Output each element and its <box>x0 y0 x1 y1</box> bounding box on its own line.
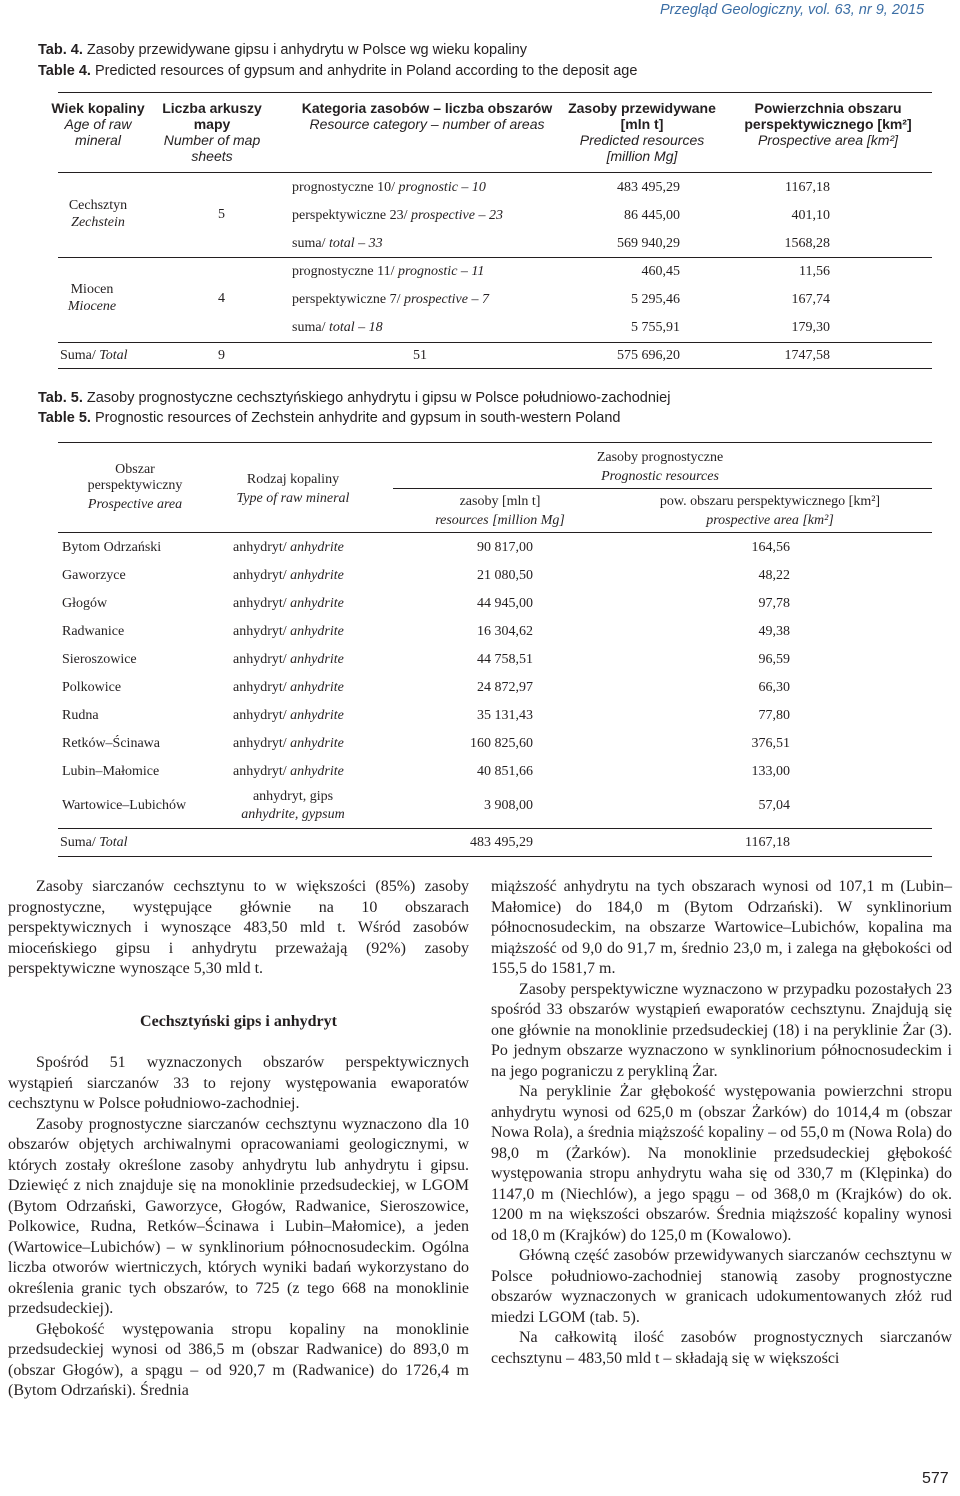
t5-header-group-en: Prognostic resources <box>601 469 719 484</box>
t5-row-area: Rudna <box>62 708 99 723</box>
t4-g1-row1-resources: 483 495,29 <box>617 180 680 195</box>
cat-pl: prognostyczne <box>292 180 374 195</box>
section-title: Cechsztyński gips i anhydryt <box>140 1013 337 1030</box>
t4-header-category <box>282 100 572 132</box>
type-en: anhydrite <box>290 652 344 667</box>
table4-top-rule <box>58 92 932 93</box>
t5-row-resources: 44 758,51 <box>477 652 533 667</box>
table4-bottom-rule <box>58 368 932 369</box>
table5-label-en: Table 5. <box>38 410 91 426</box>
table5-total-rule <box>58 828 932 829</box>
t5-row-type: anhydryt/ anhydrite <box>233 764 344 779</box>
table4-caption-pl <box>38 41 527 60</box>
t5-header-area <box>60 462 210 513</box>
table4-label-en: Table 4. <box>38 63 91 79</box>
t5-header-resources <box>410 494 590 529</box>
cat-pl: perspektywiczne <box>292 292 387 307</box>
t5-row-resources: 24 872,97 <box>477 680 533 695</box>
t5-row-resources: 90 817,00 <box>477 540 533 555</box>
t4-g1-row1-area: 1167,18 <box>785 180 830 195</box>
table4-header-rule <box>58 172 932 173</box>
t5-total-sqkm: 1167,18 <box>745 835 790 850</box>
total-en: Total <box>99 348 128 363</box>
t4-group2-age-pl: Miocen <box>70 282 114 297</box>
t4-group1-age-en: Zechstein <box>71 215 125 230</box>
table4-group-rule <box>58 257 932 258</box>
t4-header-area-en: Prospective area [km²] <box>757 132 899 148</box>
t5-row-sqkm: 66,30 <box>758 680 790 695</box>
t5-row-area: Głogów <box>62 596 108 611</box>
t5-row-area: Sieroszowice <box>62 652 137 667</box>
right-paragraph-3: Na peryklinie Żar głębokość występowania powierzchni stropu anhydrytu wynosi od 625,0 m (obszar Żarków) do 1014,4 m (obszar Nowa Rola), a średnia miąższość kopaliny – od 55,0 m (Nowa Rola) do 98,0 m (Żarków). Na monoklinie przedsudeckiej głębokość występowania stropu anhydrytu waha się od 330,7 m (Klępinka) do 1147,0 m (Niechlów), a jego spągu – od 368,0 m (Krajków) do ok. 1200 m na większości obszarów. Średnia miąższość kopaliny wynosi od 18,0 m (Krajków) do 125,0 m (Kowalowo). <box>491 1083 952 1244</box>
t5-row-area: Retków–Ścinawa <box>62 736 160 751</box>
t4-header-age-pl: Wiek kopaliny <box>51 100 145 116</box>
type-en: anhydrite <box>290 736 344 751</box>
table4-label-pl: Tab. 4. <box>38 42 83 58</box>
t4-g2-row1-resources: 460,45 <box>641 264 680 279</box>
journal-header: Przegląd Geologiczny, vol. 63, nr 9, 2015 <box>660 2 925 18</box>
t4-group2-age-en: Miocene <box>67 299 117 314</box>
t5-row-sqkm: 376,51 <box>751 736 790 751</box>
cat-pl: suma <box>292 320 322 335</box>
table5-bottom-rule <box>58 856 932 857</box>
t5-last-sqkm: 57,04 <box>758 798 790 813</box>
t5-header-area-pl: Obszar perspektywiczny <box>87 462 183 493</box>
t5-header-sqkm-pl: pow. obszaru perspektywicznego [km²] <box>659 494 881 509</box>
t5-header-area-en: Prospective area <box>87 497 183 512</box>
t4-g2-row1-category: prognostyczne 11/ prognostic – 11 <box>292 264 485 279</box>
cat-en: prognostic <box>398 180 458 195</box>
t4-g2-row2-category: perspektywiczne 7/ prospective – 7 <box>292 292 489 307</box>
t4-header-resources-en: Predicted resources [million Mg] <box>579 132 705 164</box>
t5-header-sqkm <box>620 494 920 529</box>
type-en: anhydrite <box>290 708 344 723</box>
t4-group1-age-pl: Cechsztyn <box>68 198 128 213</box>
table5-title-en: Prognostic resources of Zechstein anhydrite and gypsum in south-western Poland <box>94 410 621 426</box>
t4-total-areas: 51 <box>413 348 427 363</box>
left-paragraph-2: Spośród 51 wyznaczonych obszarów perspektywicznych wystąpień siarczanów 33 to rejony występowania ewaporatów cechsztynu w Polsce południowo-zachodniej. <box>8 1054 469 1112</box>
table5-caption-pl <box>38 389 670 408</box>
t5-row-type: anhydryt/ anhydrite <box>233 568 344 583</box>
t5-row-area: Lubin–Małomice <box>62 764 160 779</box>
num-pl: 10 <box>377 180 392 195</box>
t5-row-resources: 160 825,60 <box>470 736 533 751</box>
t4-g1-row1-category: prognostyczne 10/ prognostic – 10 <box>292 180 486 195</box>
t5-row-sqkm: 97,78 <box>758 596 790 611</box>
t5-row-sqkm: 48,22 <box>758 568 790 583</box>
type-en: anhydrite <box>290 624 344 639</box>
t4-g1-row3-category: suma/ total – 33 <box>292 236 383 251</box>
type-en: anhydrite <box>290 764 344 779</box>
t4-g1-row2-resources: 86 445,00 <box>624 208 680 223</box>
t5-row-type: anhydryt/ anhydrite <box>233 624 344 639</box>
t4-g1-row2-area: 401,10 <box>791 208 830 223</box>
t4-g2-row1-area: 11,56 <box>799 264 830 279</box>
type-pl: anhydryt <box>233 736 283 751</box>
t5-row-area: Polkowice <box>62 680 122 695</box>
table4-title-en: Predicted resources of gypsum and anhydrite in Poland according to the deposit age <box>94 63 638 79</box>
t5-header-res-pl: zasoby [mln t] <box>459 494 541 509</box>
cat-pl: suma <box>292 236 322 251</box>
t4-g2-row2-area: 167,74 <box>791 292 830 307</box>
t5-last-type-en: anhydrite, gypsum <box>241 807 345 822</box>
t5-last-type-pl: anhydryt, gips <box>252 789 334 804</box>
table4-total-rule <box>58 342 932 343</box>
t4-header-age-en: Age of raw mineral <box>64 116 132 148</box>
table5-header-rule <box>58 532 932 533</box>
type-en: anhydrite <box>290 596 344 611</box>
t5-row-sqkm: 133,00 <box>751 764 790 779</box>
t4-group2-sheets: 4 <box>218 291 225 306</box>
page-number: 577 <box>922 1470 949 1487</box>
t5-last-res: 3 908,00 <box>484 798 533 813</box>
t5-row-type: anhydryt/ anhydrite <box>233 680 344 695</box>
t5-header-type <box>218 472 368 507</box>
t5-row-area: Radwanice <box>62 624 125 639</box>
cat-en: prognostic <box>398 264 458 279</box>
num-pl: 7 <box>389 292 397 307</box>
num-en: 23 <box>488 208 503 223</box>
t5-header-sqkm-en: prospective area [km²] <box>706 513 834 528</box>
cat-en: prospective <box>403 292 468 307</box>
total-pl: Suma <box>60 835 92 850</box>
right-paragraph-2: Zasoby perspektywiczne wyznaczono w przypadku pozostałych 23 spośród 33 obszarów wystąpień ewaporatów cechsztynu. Znajdują się one głównie na monoklinie przedsudeckiej (18) i na peryklinie Żar (3). Po jednym obszarze wyznaczono w synklinorium północnosudeckim i na jego pograniczu z perykliną Żar. <box>491 980 952 1080</box>
t4-header-sheets-pl: Liczba arkuszy mapy <box>162 100 262 132</box>
t5-row-type: anhydryt/ anhydrite <box>233 736 344 751</box>
type-pl: anhydryt <box>233 708 283 723</box>
t5-total-res: 483 495,29 <box>470 835 533 850</box>
right-column <box>491 877 952 1369</box>
right-paragraph-4: Główną część zasobów przewidywanych siarczanów cechsztynu w Polsce południowo-zachodniej stanowią zasoby prognostyczne obszarów wyznaczonych w granicach udokumentowanych złóż rud miedzi LGOM (tab. 5). <box>491 1247 952 1326</box>
t4-g1-row3-resources: 569 940,29 <box>617 236 680 251</box>
left-column-top <box>8 877 469 980</box>
table5-top-rule <box>58 442 932 443</box>
t5-row-type: anhydryt/ anhydrite <box>233 596 344 611</box>
t5-header-type-en: Type of raw mineral <box>236 491 350 506</box>
t4-group1-sheets: 5 <box>218 207 225 222</box>
num-pl: 11 <box>377 264 391 279</box>
t4-g2-row3-resources: 5 755,91 <box>631 320 680 335</box>
type-en: anhydrite <box>290 680 344 695</box>
left-column-bottom <box>8 1053 469 1402</box>
t5-total-label: Suma/ Total <box>60 835 128 850</box>
t5-row-type: anhydryt/ anhydrite <box>233 652 344 667</box>
type-pl: anhydryt <box>233 596 283 611</box>
t4-header-category-en: Resource category – number of areas <box>309 116 545 132</box>
t4-header-resources-pl: Zasoby przewidywane [mln t] <box>568 100 716 132</box>
t5-row-sqkm: 164,56 <box>751 540 790 555</box>
type-pl: anhydryt <box>233 540 283 555</box>
t4-header-resources <box>562 100 722 164</box>
type-pl: anhydryt <box>233 680 283 695</box>
t5-row-resources: 44 945,00 <box>477 596 533 611</box>
num-en: 7 <box>481 292 489 307</box>
t4-g2-row2-resources: 5 295,46 <box>631 292 680 307</box>
cat-en: prospective <box>410 208 475 223</box>
t5-row-resources: 40 851,66 <box>477 764 533 779</box>
type-pl: anhydryt <box>233 764 283 779</box>
num-en: 10 <box>471 180 486 195</box>
t4-header-area-pl: Powierzchnia obszaru perspektywicznego [km²] <box>744 100 912 132</box>
t4-total-sheets: 9 <box>218 348 225 363</box>
t4-total-label: Suma/ Total <box>60 348 128 363</box>
t5-row-area: Bytom Odrzański <box>62 540 162 555</box>
t4-g2-row3-category: suma/ total – 18 <box>292 320 383 335</box>
right-paragraph-5: Na całkowitą ilość zasobów prognostycznych siarczanów cechsztynu – 483,50 mld t – składają się w większości <box>491 1329 952 1367</box>
t5-header-res-en: resources [million Mg] <box>435 513 565 528</box>
type-en: anhydrite <box>290 568 344 583</box>
t5-last-area: Wartowice–Lubichów <box>62 798 187 813</box>
cat-en: total <box>328 236 355 251</box>
t4-header-sheets-en: Number of map sheets <box>163 132 261 164</box>
num-en: 33 <box>368 236 383 251</box>
left-paragraph-4: Głębokość występowania stropu kopaliny na monoklinie przedsudeckiej wynosi od 386,5 m (obszar Radwanice) do 893,0 m (obszar Głogów), a spągu – od 920,7 m (Radwanice) do 1726,4 m (Bytom Odrzański). Średnia <box>8 1320 469 1399</box>
cat-pl: prognostyczne <box>292 264 374 279</box>
t5-row-sqkm: 77,80 <box>758 708 790 723</box>
t4-header-sheets <box>162 100 262 164</box>
total-en: Total <box>99 835 128 850</box>
left-paragraph-3: Zasoby prognostyczne siarczanów cechsztynu wyznaczono dla 10 obszarów objętych archiwalnymi opracowaniami geologicznymi, w których zostały określone zasoby anhydrytu lub anhydrytu i gipsu. Dziewięć z nich znajduje się na monoklinie przedsudeckiej, w LGOM (Bytom Odrzański, Gaworzyce, Głogów, Radwanice, Sieroszowice, Polkowice, Rudna, Retków–Ścinawa i Lubin–Małomice), a jeden (Wartowice–Lubichów) – w synklinorium północnosudeckim. Ogólna liczba otworów wiertniczych, których wyniki badań wykorzystano do określenia granic tych obszarów, to 725 (z tego 668 na monoklinie przedsudeckiej). <box>8 1115 469 1317</box>
t4-g1-row2-category: perspektywiczne 23/ prospective – 23 <box>292 208 503 223</box>
num-en: 11 <box>471 264 485 279</box>
cat-en: total <box>328 320 355 335</box>
t5-header-group <box>540 450 780 485</box>
table5-caption-en <box>38 409 620 428</box>
table5-title-pl: Zasoby prognostyczne cechsztyńskiego anhydrytu i gipsu w Polsce południowo-zachodniej <box>86 390 671 406</box>
t5-row-area: Gaworzyce <box>62 568 126 583</box>
t5-row-resources: 16 304,62 <box>477 624 533 639</box>
t5-header-type-pl: Rodzaj kopaliny <box>246 472 340 487</box>
t5-group-rule <box>393 488 932 489</box>
num-pl: 23 <box>389 208 404 223</box>
table4-title-pl: Zasoby przewidywane gipsu i anhydrytu w Polsce wg wieku kopaliny <box>86 42 527 58</box>
t5-row-sqkm: 49,38 <box>758 624 790 639</box>
type-pl: anhydryt <box>233 652 283 667</box>
t4-total-resources: 575 696,20 <box>617 348 680 363</box>
t5-header-group-pl: Zasoby prognostyczne <box>596 450 724 465</box>
right-paragraph-1: miąższość anhydrytu na tych obszarach wynosi od 107,1 m (Lubin–Małomice) do 184,0 m (Bytom Odrzański). W synklinorium północnosudeckim, na obszarze Wartowice–Lubichów, kopalina ma miąższość od 9,0 do 91,7 m, średnio 23,0 m, i zalega na głębokości od 155,5 do 1581,7 m. <box>491 878 952 977</box>
t4-header-area <box>728 100 928 148</box>
t5-row-resources: 21 080,50 <box>477 568 533 583</box>
cat-pl: perspektywiczne <box>292 208 387 223</box>
table4-caption-en <box>38 62 637 81</box>
type-en: anhydrite <box>290 540 344 555</box>
table5-label-pl: Tab. 5. <box>38 390 83 406</box>
type-pl: anhydryt <box>233 568 283 583</box>
type-pl: anhydryt <box>233 624 283 639</box>
t4-header-age <box>48 100 148 148</box>
t5-row-type: anhydryt/ anhydrite <box>233 540 344 555</box>
t5-row-type: anhydryt/ anhydrite <box>233 708 344 723</box>
left-paragraph-1: Zasoby siarczanów cechsztynu to w większości (85%) zasoby prognostyczne, występujące głównie na 10 obszarach perspektywicznych i wynoszące 483,50 mld t. Wśród zasobów mioceńskiego gipsu i anhydrytu przeważają (92%) zasoby perspektywiczne wynoszące 5,30 mld t. <box>8 878 469 977</box>
t5-row-sqkm: 96,59 <box>758 652 790 667</box>
t4-g2-row3-area: 179,30 <box>791 320 830 335</box>
total-pl: Suma <box>60 348 92 363</box>
t4-total-area: 1747,58 <box>784 348 830 363</box>
t4-g1-row3-area: 1568,28 <box>784 236 830 251</box>
t5-row-resources: 35 131,43 <box>477 708 533 723</box>
t4-header-category-pl: Kategoria zasobów – liczba obszarów <box>301 100 553 116</box>
num-en: 18 <box>368 320 383 335</box>
